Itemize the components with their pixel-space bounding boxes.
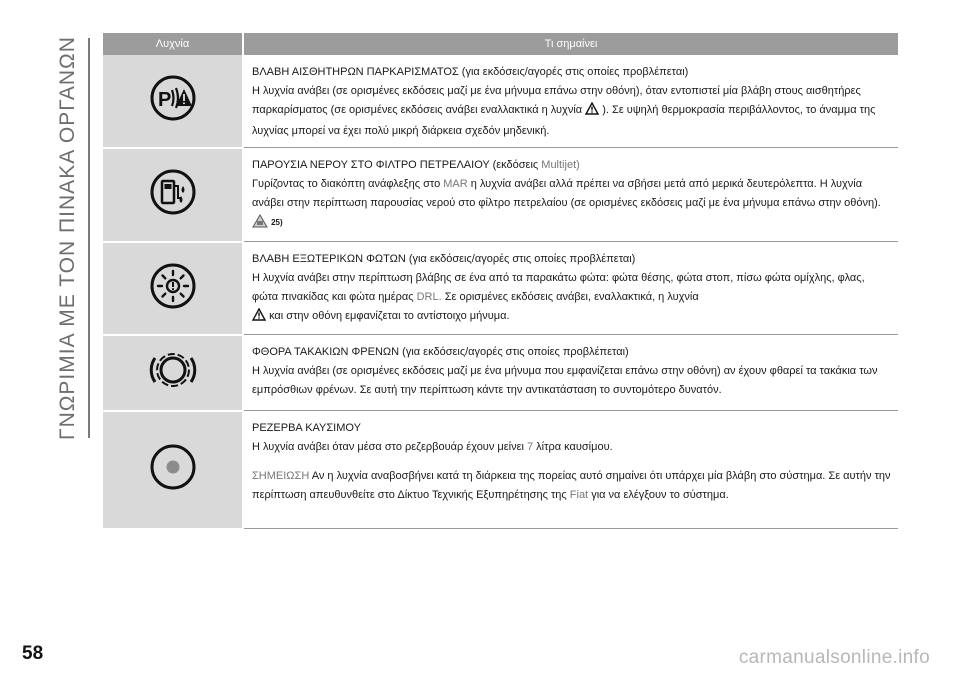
row-text-cont: λίτρα καυσίμου.: [536, 441, 613, 453]
table-row: [103, 411, 898, 529]
water-in-fuel-filter-icon: [147, 205, 199, 222]
table-row: [103, 335, 898, 411]
row-title-version: Multijet): [541, 159, 580, 171]
row-text-cont: η λυχνία ανάβει αλλά πρέπει να σβήσει μετά από μερικά δευτερόλεπτα. Η λυχνία ανάβει στην περίπτωση παρουσίας νερού στο φίλτρο πετρελαίου (σε ορισμένες εκδόσεις μαζί με ένα μήνυμα επάνω στην οθόνη).: [252, 178, 881, 209]
icon-cell: [103, 148, 243, 242]
icon-cell: [103, 335, 243, 411]
description-cell: [243, 55, 898, 148]
row-title: ΒΛΑΒΗ ΑΙΣΘΗΤΗΡΩΝ ΠΑΡΚΑΡΙΣΜΑΤΟΣ: [252, 66, 459, 78]
description-cell: [243, 411, 898, 529]
row-text-cont: Σε ορισμένες εκδόσεις ανάβει, εναλλακτικά, η λυχνία: [444, 291, 699, 303]
fuel-reserve-dot-icon: [147, 480, 199, 497]
row-title-note: (για εκδόσεις/αγορές στις οποίες προβλέπεται): [408, 253, 636, 265]
row-title-note: (εκδόσεις: [492, 159, 539, 171]
row-title: ΦΘΟΡΑ ΤΑΚΑΚΙΩΝ ΦΡΕΝΩΝ: [252, 346, 400, 358]
row-title-note: (για εκδόσεις/αγορές στις οποίες προβλέπεται): [402, 346, 629, 358]
row-text-cont: ). Σε υψηλή θερμοκρασία περιβάλλοντος, το άναμμα της λυχνίας μπορεί να έχει πολύ μικρή διάρκεια σχεδόν μηδενική.: [252, 104, 876, 137]
icon-cell: [103, 411, 243, 529]
header-lamp: Λυχνία: [103, 33, 243, 55]
note-text-cont: για να ελέγξουν το σύστημα.: [591, 489, 729, 501]
exterior-light-fault-icon: [147, 299, 199, 316]
note-label: ΣΗΜΕΙΩΣΗ: [252, 470, 310, 482]
key-position-label: MAR: [443, 178, 468, 190]
table-row: [103, 55, 898, 148]
row-text-end: και στην οθόνη εμφανίζεται το αντίστοιχο μήνυμα.: [269, 310, 510, 322]
reference-number: 25): [271, 218, 283, 227]
row-title-note: (για εκδόσεις/αγορές στις οποίες προβλέπεται): [461, 66, 689, 78]
row-text: Η λυχνία ανάβει στην περίπτωση βλάβης σε ένα από τα παρακάτω φώτα: φώτα θέσης, φώτα στοπ, πίσω φώτα ομίχλης, φλας, φώτα πινακίδας και φώτα ημέρας: [252, 272, 865, 303]
warning-triangle-icon: [585, 102, 599, 122]
chapter-side-title: ΓΝΩΡΙΜΙΑ ΜΕ ΤΟΝ ΠΙΝΑΚΑ ΟΡΓΑΝΩΝ: [56, 36, 79, 440]
row-text: Η λυχνία ανάβει όταν μέσα στο ρεζερβουάρ έχουν μείνει: [252, 441, 524, 453]
description-cell: [243, 335, 898, 411]
header-meaning: Τι σημαίνει: [243, 33, 898, 55]
parking-sensor-fault-icon: [147, 89, 199, 128]
icon-cell: [103, 55, 243, 148]
warning-lamp-table: [103, 33, 898, 530]
description-cell: [243, 148, 898, 242]
table-row: [103, 242, 898, 335]
warning-triangle-icon: [252, 308, 266, 328]
icon-cell: [103, 242, 243, 335]
table-row: [103, 148, 898, 242]
drl-label: DRL.: [416, 291, 442, 303]
row-title: ΠΑΡΟΥΣΙΑ ΝΕΡΟΥ ΣΤΟ ΦΙΛΤΡΟ ΠΕΤΡΕΛΑΙΟΥ: [252, 159, 490, 171]
row-text: Η λυχνία ανάβει (σε ορισμένες εκδόσεις μαζί με ένα μήνυμα που εμφανίζεται επάνω στην οθόνη) αν έχουν φθαρεί τα τακάκια των εμπρόσθιων φρένων. Σε αυτή την περίπτωση κάντε την αντικατάσταση το συντομότερο δυνατόν.: [252, 365, 878, 396]
row-title: ΡΕΖΕΡΒΑ ΚΑΥΣΙΜΟΥ: [252, 422, 361, 434]
side-divider: [88, 38, 90, 438]
row-text: Η λυχνία ανάβει (σε ορισμένες εκδόσεις μαζί με ένα μήνυμα επάνω στην οθόνη), όταν εντοπιστεί μία βλάβη στους αισθητήρες παρκαρίσματος (σε ορισμένες εκδόσεις ανάβει εναλλακτικά η λυχνία: [252, 85, 861, 116]
note-text: Αν η λυχνία αναβοσβήνει κατά τη διάρκεια της πορείας αυτό σημαίνει ότι υπάρχει μία βλάβη στο σύστημα. Σε αυτήν την περίπτωση απευθυνθείτε στο Δίκτυο Τεχνικής Εξυπηρέτησης της: [252, 470, 891, 501]
svg-text:P: P: [157, 89, 171, 112]
description-cell: [243, 242, 898, 335]
brake-pad-wear-icon: [147, 383, 199, 400]
row-text: Γυρίζοντας το διακόπτη ανάφλεξης στο: [252, 178, 441, 190]
row-title: ΒΛΑΒΗ ΕΞΩΤΕΡΙΚΩΝ ΦΩΤΩΝ: [252, 253, 406, 265]
litres-value: 7: [526, 441, 534, 453]
brand-name: Fiat: [569, 489, 589, 501]
watermark: carmanualsonline.info: [738, 647, 930, 668]
page-number: 58: [22, 643, 44, 664]
reference-book-icon: [252, 214, 268, 235]
